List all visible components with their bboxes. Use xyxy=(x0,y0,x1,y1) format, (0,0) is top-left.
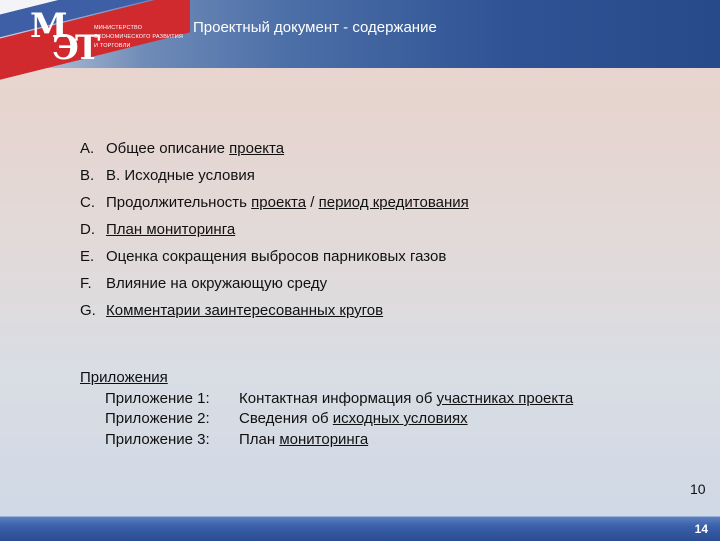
toc-text xyxy=(106,220,235,240)
toc-text xyxy=(106,166,255,186)
header-band xyxy=(0,0,720,68)
linked-term[interactable]: План мониторинга xyxy=(106,221,236,238)
appendix-item xyxy=(80,430,573,451)
linked-term[interactable]: проекта xyxy=(229,140,285,157)
text-fragment: Продолжительность xyxy=(106,194,252,211)
footer-bar xyxy=(0,516,720,541)
page-title: Проектный документ - содержание xyxy=(193,19,437,36)
ministry-name xyxy=(94,24,190,51)
text-fragment: / xyxy=(306,194,319,211)
appendix-list xyxy=(80,389,573,451)
text-fragment: Оценка сокращения выбросов парниковых газов xyxy=(106,248,447,265)
toc-letter: A. xyxy=(80,140,95,157)
appendix-label: Приложение 3: xyxy=(105,430,210,448)
appendix-text xyxy=(239,390,573,407)
linked-term[interactable]: исходных условиях xyxy=(332,410,468,427)
linked-term[interactable]: проекта xyxy=(251,194,307,211)
text-fragment: Общее описание xyxy=(106,140,230,157)
toc-text xyxy=(106,274,327,294)
toc-letter: F. xyxy=(80,275,92,292)
toc-letter: C. xyxy=(80,194,95,211)
appendix-section xyxy=(80,368,573,450)
toc-text xyxy=(106,301,383,321)
text-fragment: План xyxy=(239,430,280,448)
ministry-line: МИНИСТЕРСТВО xyxy=(94,25,143,31)
appendix-heading: Приложения xyxy=(80,369,168,386)
appendix-label: Приложение 2: xyxy=(105,410,210,427)
appendix-item xyxy=(80,389,573,410)
text-fragment: Контактная информация об xyxy=(239,389,437,407)
appendix-text xyxy=(239,410,468,427)
toc-letter: B. xyxy=(80,167,95,184)
toc-text xyxy=(106,247,446,267)
linked-term[interactable]: мониторинга xyxy=(279,430,369,448)
slide-number: 14 xyxy=(694,522,708,536)
toc-text xyxy=(106,193,469,213)
appendix-text xyxy=(239,431,368,448)
linked-term[interactable]: период кредитования xyxy=(318,194,469,211)
text-fragment: Влияние на окружающую среду xyxy=(106,275,328,292)
appendix-label: Приложение 1: xyxy=(105,389,210,407)
toc-letter: E. xyxy=(80,248,95,265)
linked-term[interactable]: участниках проекта xyxy=(436,389,574,407)
toc-letter: D. xyxy=(80,221,95,238)
text-fragment: B. Исходные условия xyxy=(106,167,255,184)
appendix-item xyxy=(80,409,573,430)
text-fragment: Сведения об xyxy=(239,410,333,427)
ministry-line: И ТОРГОВЛИ xyxy=(94,43,131,49)
toc-letter: G. xyxy=(80,302,96,319)
ministry-line: ЭКОНОМИЧЕСКОГО РАЗВИТИЯ xyxy=(94,34,184,40)
linked-term[interactable]: Комментарии заинтересованных кругов xyxy=(106,302,384,319)
ministry-logo: М ЭТ xyxy=(30,6,97,68)
toc-text xyxy=(106,139,284,159)
document-page-number: 10 xyxy=(690,481,706,497)
